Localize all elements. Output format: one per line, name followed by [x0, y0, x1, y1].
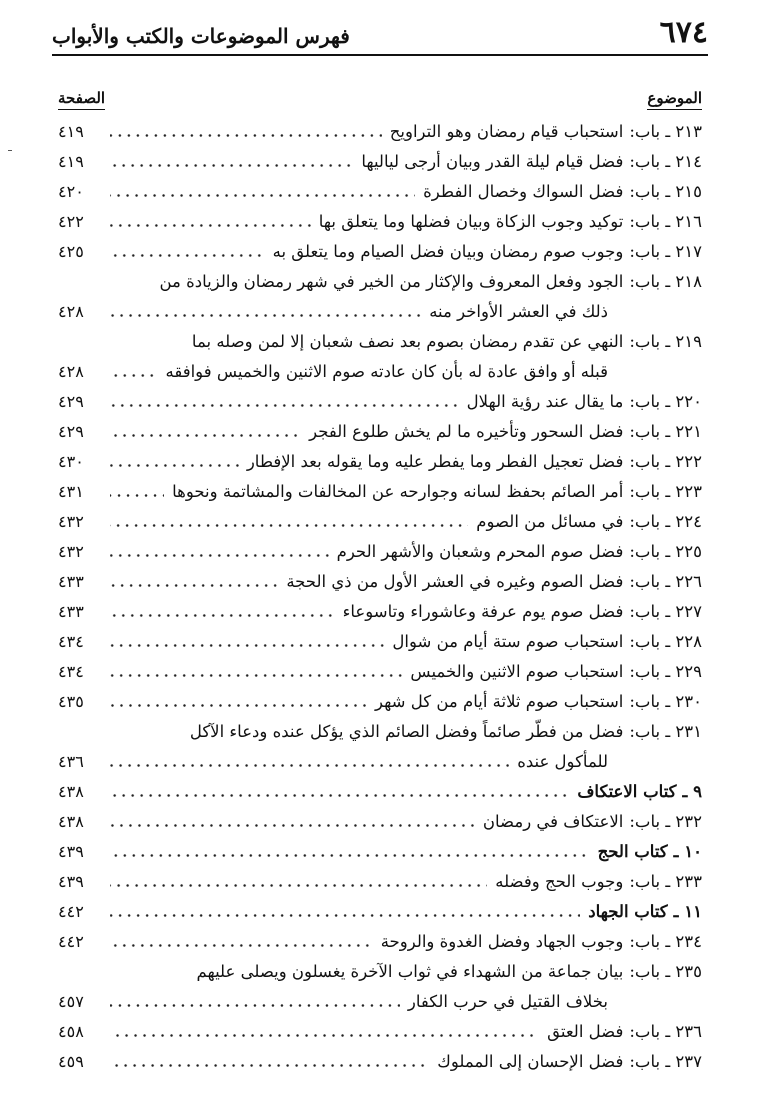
- entry-page-number: ٤٣٦: [58, 751, 84, 771]
- toc-entry: [58, 146, 702, 176]
- entry-page-number: ٤٢٨: [58, 301, 84, 321]
- entry-title: استحباب صوم الاثنين والخميس: [410, 661, 624, 681]
- toc-entries: [58, 116, 702, 1076]
- toc-entry: [58, 596, 702, 626]
- toc-entry: [58, 746, 702, 776]
- toc-entry: [58, 386, 702, 416]
- toc-entry: [58, 236, 702, 266]
- toc-entry: [58, 296, 702, 326]
- entry-number: ٢١٧ ـ باب:: [629, 241, 702, 261]
- chapter-entry: [58, 896, 702, 926]
- entry-number: ١١ ـ: [673, 901, 702, 921]
- entry-page-number: ٤٢٢: [58, 211, 84, 231]
- entry-page-number: ٤٣٨: [58, 811, 84, 831]
- toc-entry: [58, 566, 702, 596]
- entry-title: فضل تعجيل الفطر وما يفطر عليه وما يقوله بعد الإفطار: [246, 451, 624, 471]
- entry-number: ٢٣٣ ـ باب:: [629, 871, 702, 891]
- toc-entry: [58, 116, 702, 146]
- toc-entry: [58, 206, 702, 236]
- entry-title: فضل صوم يوم عرفة وعاشوراء وتاسوعاء: [342, 601, 624, 621]
- entry-title: بخلاف القتيل في حرب الكفار: [407, 991, 608, 1011]
- toc-entry: [58, 266, 702, 296]
- entry-page-number: ٤٣٢: [58, 511, 84, 531]
- dot-leader: [110, 224, 311, 227]
- dot-leader: [110, 1064, 429, 1067]
- toc-entry: [58, 176, 702, 206]
- entry-title: فضل العتق: [547, 1021, 624, 1041]
- entry-number: ٢٢٧ ـ باب:: [629, 601, 702, 621]
- toc-entry: [58, 806, 702, 836]
- dot-leader: [110, 404, 459, 407]
- entry-page-number: ٤٢٨: [58, 361, 84, 381]
- entry-title: وجوب الحج وفضله: [495, 871, 624, 891]
- entry-number: ٢٣١ ـ باب:: [629, 721, 702, 741]
- entry-page-number: ٤٣٠: [58, 451, 84, 471]
- entry-title: فضل صوم المحرم وشعبان والأشهر الحرم: [336, 541, 624, 561]
- entry-title: بيان جماعة من الشهداء في ثواب الآخرة يغسلون ويصلى عليهم: [196, 961, 624, 981]
- entry-number: ٢٢٣ ـ باب:: [629, 481, 702, 501]
- entry-page-number: ٤٥٧: [58, 991, 84, 1011]
- dot-leader: [110, 1034, 539, 1037]
- subject-column-header: الموضوع: [647, 89, 702, 110]
- entry-title: وجوب صوم رمضان وبيان فضل الصيام وما يتعلق به: [272, 241, 624, 261]
- entry-title: كتاب الاعتكاف: [577, 781, 677, 801]
- entry-number: ٢٢٨ ـ باب:: [629, 631, 702, 651]
- dot-leader: [110, 434, 301, 437]
- entry-page-number: ٤٣٥: [58, 691, 84, 711]
- dot-leader: [110, 884, 487, 887]
- running-title: فهرس الموضوعات والكتب والأبواب: [52, 24, 350, 48]
- entry-title: النهي عن تقدم رمضان بصوم بعد نصف شعبان إلا لمن وصله بما: [191, 331, 624, 351]
- entry-page-number: ٤١٩: [58, 151, 84, 171]
- toc-entry: [58, 686, 702, 716]
- toc-entry: [58, 476, 702, 506]
- dot-leader: [110, 674, 402, 677]
- toc-entry: [58, 506, 702, 536]
- entry-title: كتاب الجهاد: [588, 901, 668, 921]
- entry-number: ٢١٩ ـ باب:: [629, 331, 702, 351]
- entry-page-number: ٤٣٣: [58, 601, 84, 621]
- entry-page-number: ٤٣٨: [58, 781, 84, 801]
- entry-number: ٢٢٥ ـ باب:: [629, 541, 702, 561]
- entry-title: توكيد وجوب الزكاة وبيان فضلها وما يتعلق بها: [318, 211, 624, 231]
- toc-entry: [58, 416, 702, 446]
- dot-leader: [110, 314, 421, 317]
- dot-leader: [110, 794, 569, 797]
- dot-leader: [110, 254, 265, 257]
- entry-title: الاعتكاف في رمضان: [482, 811, 624, 831]
- page-header: [52, 10, 708, 56]
- entry-title: كتاب الحج: [597, 841, 668, 861]
- dot-leader: [110, 704, 367, 707]
- entry-number: ٢١٤ ـ باب:: [629, 151, 702, 171]
- entry-number: ٢٣٢ ـ باب:: [629, 811, 702, 831]
- entry-number: ٢٣٤ ـ باب:: [629, 931, 702, 951]
- entry-number: ٢٢١ ـ باب:: [629, 421, 702, 441]
- toc-entry: [58, 656, 702, 686]
- toc-entry: [58, 326, 702, 356]
- entry-title: فضل من فطّر صائماً وفضل الصائم الذي يؤكل عنده ودعاء الآكل: [189, 721, 624, 741]
- entry-title: قبله أو وافق عادة له بأن كان عادته صوم الاثنين والخميس فوافقه: [165, 361, 608, 381]
- entry-number: ٢٢٢ ـ باب:: [629, 451, 702, 471]
- dot-leader: [110, 1004, 400, 1007]
- entry-title: فضل الإحسان إلى المملوك: [437, 1051, 624, 1071]
- page-column-header: الصفحة: [58, 89, 105, 110]
- toc-entry: [58, 446, 702, 476]
- entry-page-number: ٤٥٩: [58, 1051, 84, 1071]
- toc-entry: [58, 926, 702, 956]
- toc-entry: [58, 356, 702, 386]
- entry-title: استحباب صوم ستة أيام من شوال: [392, 631, 624, 651]
- dot-leader: [110, 644, 384, 647]
- entry-page-number: ٤٢٩: [58, 391, 84, 411]
- entry-page-number: ٤٣٢: [58, 541, 84, 561]
- entry-title: فضل السحور وتأخيره ما لم يخش طلوع الفجر: [309, 421, 624, 441]
- entry-number: ٢٢٠ ـ باب:: [629, 391, 702, 411]
- entry-page-number: ٤٤٢: [58, 901, 84, 921]
- dot-leader: [110, 824, 475, 827]
- entry-number: ٢١٨ ـ باب:: [629, 271, 702, 291]
- entry-page-number: ٤٢٠: [58, 181, 84, 201]
- toc-entry: [58, 536, 702, 566]
- dot-leader: [110, 584, 278, 587]
- entry-number: ٢٣٥ ـ باب:: [629, 961, 702, 981]
- entry-page-number: ٤١٩: [58, 121, 84, 141]
- entry-title: ذلك في العشر الأواخر منه: [429, 301, 608, 321]
- toc-entry: [58, 1016, 702, 1046]
- chapter-entry: [58, 776, 702, 806]
- column-headers: [58, 80, 702, 110]
- toc-entry: [58, 866, 702, 896]
- entry-page-number: ٤٣٩: [58, 841, 84, 861]
- entry-number: ٢٢٤ ـ باب:: [629, 511, 702, 531]
- entry-number: ١٠ ـ: [673, 841, 702, 861]
- entry-page-number: ٤٣٩: [58, 871, 84, 891]
- dot-leader: [110, 494, 164, 497]
- entry-title: الجود وفعل المعروف والإكثار من الخير في شهر رمضان والزيادة من: [159, 271, 624, 291]
- entry-page-number: ٤٣٣: [58, 571, 84, 591]
- entry-title: ما يقال عند رؤية الهلال: [466, 391, 624, 411]
- entry-page-number: ٤٢٩: [58, 421, 84, 441]
- dot-leader: [110, 134, 382, 137]
- dot-leader: [110, 374, 158, 377]
- dot-leader: [110, 164, 353, 167]
- toc-entry: [58, 626, 702, 656]
- entry-number: ٢٣٧ ـ باب:: [629, 1051, 702, 1071]
- dot-leader: [110, 464, 239, 467]
- entry-number: ٩ ـ: [682, 781, 702, 801]
- entry-number: ٢٣٠ ـ باب:: [629, 691, 702, 711]
- dot-leader: [110, 554, 329, 557]
- entry-page-number: ٤٥٨: [58, 1021, 84, 1041]
- entry-number: ٢٣٦ ـ باب:: [629, 1021, 702, 1041]
- entry-title: للمأكول عنده: [517, 751, 608, 771]
- entry-title: استحباب صوم ثلاثة أيام من كل شهر: [374, 691, 624, 711]
- toc-entry: [58, 1046, 702, 1076]
- dot-leader: [110, 944, 373, 947]
- chapter-entry: [58, 836, 702, 866]
- dot-leader: [110, 524, 468, 527]
- dot-leader: [110, 854, 590, 857]
- entry-page-number: ٤٣٤: [58, 631, 84, 651]
- entry-title: أمر الصائم بحفظ لسانه وجوارحه عن المخالفات والمشاتمة ونحوها: [172, 481, 624, 501]
- page-number: ٦٧٤: [659, 15, 708, 50]
- entry-title: فضل السواك وخصال الفطرة: [423, 181, 624, 201]
- entry-title: فضل قيام ليلة القدر وبيان أرجى لياليها: [361, 151, 624, 171]
- entry-number: ٢٢٦ ـ باب:: [629, 571, 702, 591]
- entry-title: وجوب الجهاد وفضل الغدوة والروحة: [380, 931, 624, 951]
- entry-title: استحباب قيام رمضان وهو التراويح: [389, 121, 624, 141]
- toc-entry: [58, 956, 702, 986]
- entry-page-number: ٤٣١: [58, 481, 84, 501]
- entry-page-number: ٤٢٥: [58, 241, 84, 261]
- dot-leader: [110, 764, 509, 767]
- toc-entry: [58, 986, 702, 1016]
- margin-mark: [8, 150, 12, 151]
- entry-number: ٢١٥ ـ باب:: [629, 181, 702, 201]
- entry-title: في مسائل من الصوم: [476, 511, 624, 531]
- dot-leader: [110, 194, 415, 197]
- entry-number: ٢١٦ ـ باب:: [629, 211, 702, 231]
- entry-title: فضل الصوم وغيره في العشر الأول من ذي الحجة: [286, 571, 624, 591]
- entry-number: ٢٢٩ ـ باب:: [629, 661, 702, 681]
- dot-leader: [110, 614, 335, 617]
- toc-entry: [58, 716, 702, 746]
- entry-page-number: ٤٣٤: [58, 661, 84, 681]
- entry-number: ٢١٣ ـ باب:: [629, 121, 702, 141]
- entry-page-number: ٤٤٢: [58, 931, 84, 951]
- dot-leader: [110, 914, 580, 917]
